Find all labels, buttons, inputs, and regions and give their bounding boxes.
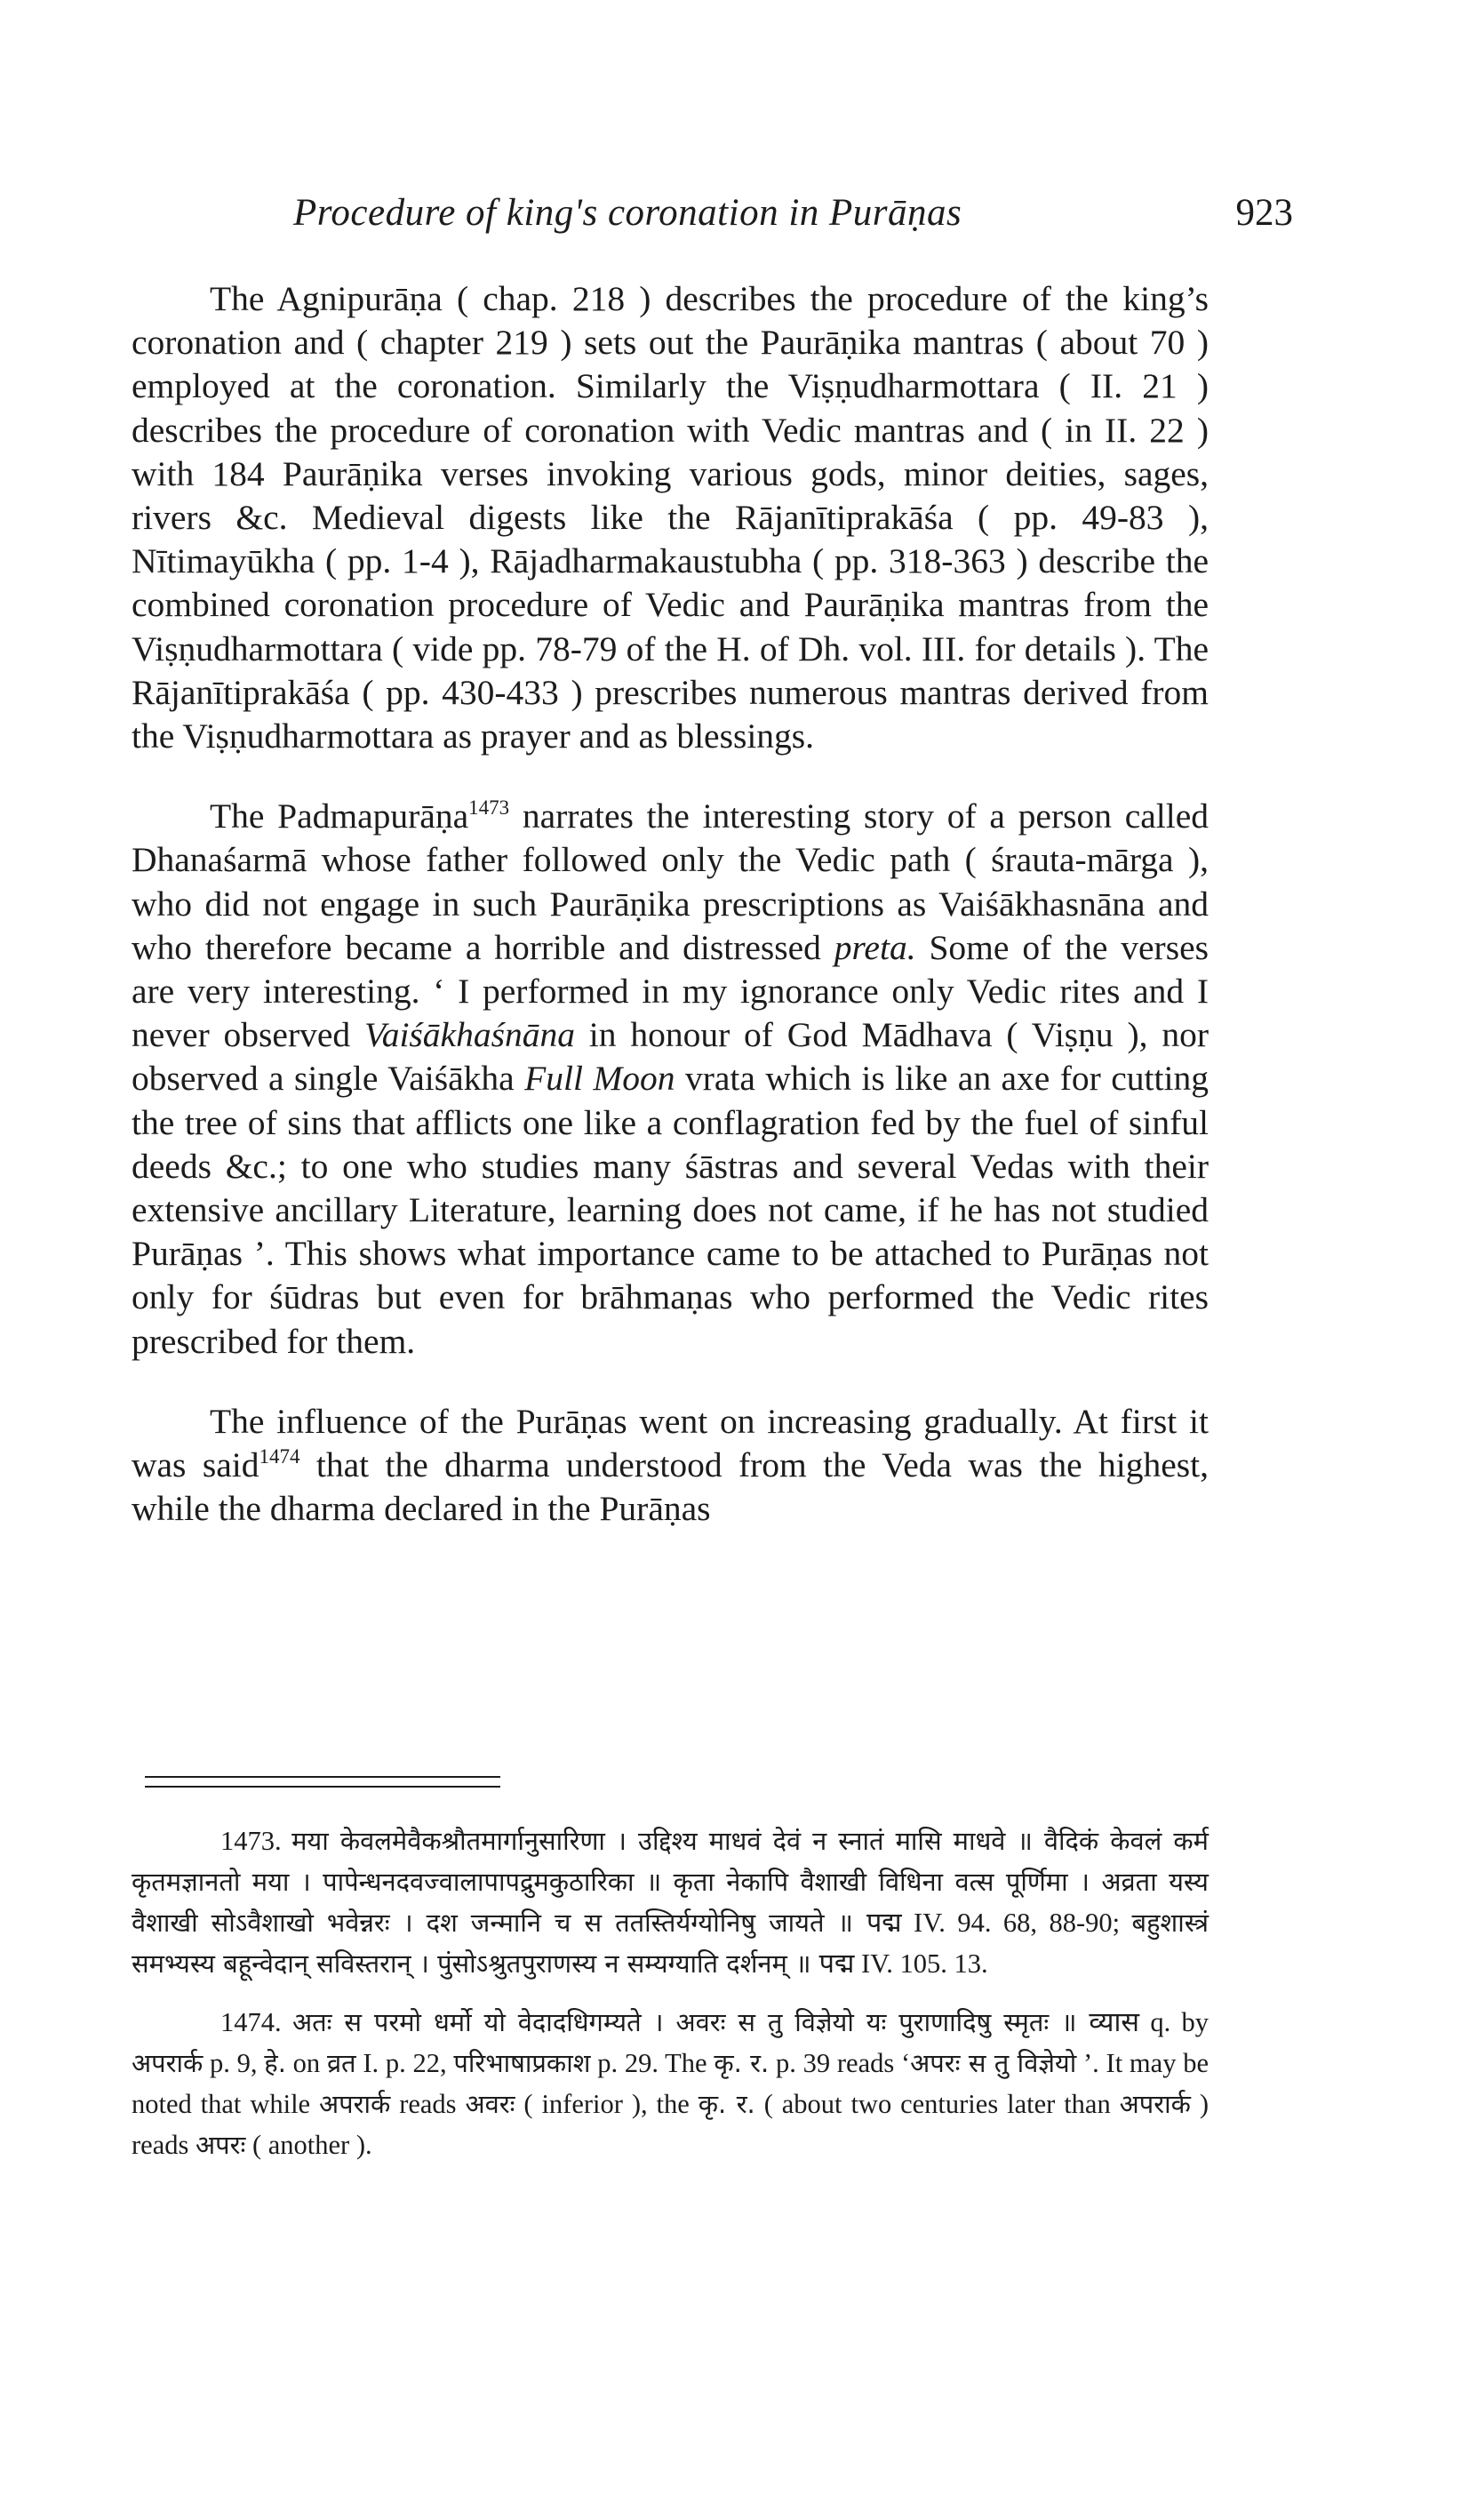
text-run: The Agnipurāṇa ( chap. 218 ) describes the procedure of the king’s coronation and ( chapter 219 ) sets out the Paurāṇika mantras ( about 70 ) employed at the coronation. Similarly the Viṣṇudharmottara ( II. 21 ) describes the procedure of coronation with Vedic mantras and ( in II. 22 ) with 184 Paurāṇika verses invoking various gods, minor deities, sages, rivers &c. Medieval digests like the Rājanītiprakāśa ( pp. 49-83 ), Nītimayūkha ( pp. 1-4 ), Rājadharmakaustubha ( pp. 318-363 ) describe the combined coronation procedure of Vedic and Paurāṇika mantras from the Viṣṇudharmottara ( vide pp. 78-79 of the H. of Dh. vol. III. for details ). The Rājanītiprakāśa ( pp. 430-433 ) prescribes numerous mantras derived from the Viṣṇudharmottara as prayer and as blessings. <box>132 279 1209 756</box>
text-run: ( about two centuries later than <box>754 2089 1120 2119</box>
text-run: vrata which is like an axe for cutting the tree of sins that afflicts one like a conflagration fed by the fuel of sinful deeds &c.; to one who studies many śāstras and several Vedas with their extensive ancillary Literature, learning does not came, if he has not studied Purāṇas ’. This shows what importance came to be attached to Purāṇas not only for śūdras but even for brāhmaṇas who performed the Vedic rites prescribed for them. <box>132 1059 1209 1361</box>
text-run: p. 9, <box>203 2048 265 2078</box>
running-title: Procedure of king's coronation in Purāṇas <box>293 192 962 234</box>
main-text <box>132 277 1209 1531</box>
text-run: The influence of the Purāṇas went on increasing gradually. At first it was said <box>132 1401 1209 1485</box>
text-run: व्यास q. by <box>1089 2007 1209 2037</box>
text-run: reads <box>390 2089 466 2119</box>
page-number: 923 <box>1235 192 1293 234</box>
text-run: p. 39 reads ‘ <box>769 2048 911 2078</box>
sanskrit-text: अपरः <box>195 2130 246 2160</box>
sanskrit-text: अतः स परमो धर्मो यो वेदादधिगम्यते । अवरः स तु विज्ञेयो यः पुराणादिषु स्मृतः ॥ <box>291 2007 1090 2037</box>
sanskrit-text: कृ. र. <box>714 2048 770 2078</box>
body-paragraph <box>132 277 1209 758</box>
body-paragraph <box>132 1400 1209 1532</box>
italic-term: preta. <box>834 927 916 967</box>
text-run: पद्म IV. 94. 68, 88-90; <box>866 1908 1132 1938</box>
text-run: 1474. <box>220 2007 292 2037</box>
sanskrit-text: अपरार्क <box>1119 2089 1191 2119</box>
sanskrit-text: अपरार्क <box>132 2048 204 2078</box>
footnotes <box>132 1820 1209 2183</box>
text-run: पद्म IV. 105. 13. <box>818 1948 988 1979</box>
sanskrit-text: व्रत <box>326 2048 356 2078</box>
footnote-divider-lower <box>145 1786 500 1788</box>
footnote-reference: 1473 <box>468 796 510 820</box>
text-run: on <box>285 2048 327 2078</box>
body-paragraph <box>132 795 1209 1364</box>
italic-term: Vaiśākhaśnāna <box>363 1015 575 1055</box>
text-run: The Padmapurāṇa <box>210 796 469 836</box>
sanskrit-text: बहुशास्त्रं समभ्यस्य बहून्वेदान् सविस्तरान् । पुंसोऽश्रुतपुराणस्य न सम्यग्याति दर्शनम् ॥ <box>132 1908 1210 1979</box>
sanskrit-text: अवरः <box>465 2089 515 2119</box>
sanskrit-text: हे. <box>264 2048 286 2078</box>
text-run: ’. It may be noted that while <box>132 2048 1209 2119</box>
text-run: ( inferior ), the <box>515 2089 699 2119</box>
text-run: Some of the verses are very interesting. ‘ I performed in my ignorance only Vedic rites and I never observed <box>132 927 1209 1055</box>
text-run: ( another ). <box>245 2130 372 2160</box>
text-run: narrates the interesting story of a person called Dhanaśarmā whose father followed only the Vedic path ( śrauta-mārga ), who did not engage in such Paurāṇika prescriptions as Vaiśākhasnāna and who therefore became a horrible and distressed <box>132 796 1210 967</box>
footnote-reference: 1474 <box>259 1445 300 1468</box>
page-header <box>293 191 1293 244</box>
footnote <box>132 1820 1209 1984</box>
sanskrit-text: परिभाषाप्रकाश <box>453 2048 591 2078</box>
text-run: p. 29. The <box>590 2048 715 2078</box>
italic-term: Full Moon <box>524 1059 675 1099</box>
text-run: in honour of God Mādhava ( Viṣṇu ), nor observed a single Vaiśākha <box>132 1015 1209 1099</box>
sanskrit-text: अपरार्क <box>319 2089 391 2119</box>
text-run: ) reads <box>132 2089 1209 2160</box>
text-run: that the dharma understood from the Veda was the highest, while the dharma declared in the Purāṇas <box>132 1445 1209 1529</box>
text-run: 1473. <box>220 1826 292 1856</box>
sanskrit-text: मया केवलमेवैकश्रौतमार्गानुसारिणा । उद्दिश्य माधवं देवं न स्नातं मासि माधवे ॥ वैदिकं केवलं कर्म कृतमज्ञानतो मया । पापेन्धनदवज्वालापापद्रुमकुठारिका ॥ कृता नेकापि वैशाखी विधिना वत्स पूर्णिमा । अव्रता यस्य वैशाखी सोऽवैशाखो भवेन्नरः । दश जन्मानि च स ततस्तिर्यग्योनिषु जायते ॥ <box>132 1826 1209 1938</box>
sanskrit-text: अपरः स तु विज्ञेयो <box>910 2048 1077 2078</box>
footnote <box>132 2002 1209 2165</box>
text-run: I. p. 22, <box>355 2048 454 2078</box>
sanskrit-text: कृ. र. <box>698 2089 755 2119</box>
footnote-divider <box>145 1776 500 1778</box>
